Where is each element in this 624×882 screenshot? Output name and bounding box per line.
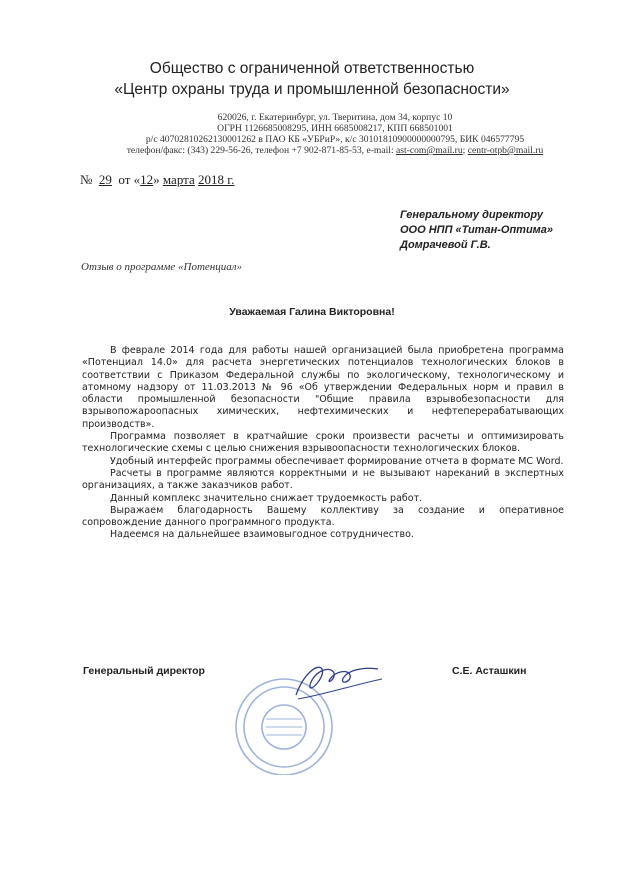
addressee-name: Домрачевой Г.В. (400, 239, 491, 251)
stamp-seal (236, 679, 332, 775)
company-stamp (226, 655, 386, 775)
organization-name-line1: Общество с ограниченной ответственностью (149, 60, 475, 77)
org-address: 620026, г. Екатеринбург, ул. Тверитина, дом 34, корпус 10 (217, 112, 453, 123)
org-contacts (100, 145, 570, 157)
date-day: 12 (140, 172, 154, 187)
org-registration-ids: ОГРН 1126685008295, ИНН 6685008217, КПП 668501001 (217, 123, 453, 134)
body-paragraph: Удобный интерфейс программы обеспечивает формирование отчета в формате МС Word. (110, 455, 564, 467)
organization-name-line2: «Центр охраны труда и промышленной безопасности» (114, 81, 510, 98)
signature-title: Генеральный директор (83, 665, 205, 677)
addressee-company: ООО НПП «Титан-Оптима» (400, 224, 554, 236)
body-paragraph: Программа позволяет в кратчайшие сроки произвести расчеты и оптимизировать технологические схемы с целью снижения взрывоопасности технологических блоков. (82, 431, 564, 455)
email-link-2[interactable]: centr-otpb@mail.ru (467, 145, 544, 156)
email-link-1[interactable]: ast-com@mail.ru (396, 145, 463, 156)
body-paragraph: Надеемся на дальнейшее взаимовыгодное сотрудничество. (110, 529, 414, 541)
org-bank-details: р/с 40702810262130001262 в ПАО КБ «УБРиР», к/с 30101810900000000795, БИК 046577795 (145, 134, 525, 145)
date-quote: » (153, 172, 160, 187)
number-label: № (80, 172, 93, 187)
date-from-label: от « (118, 172, 141, 187)
letter-subject: Отзыв о программе «Потенциал» (81, 261, 243, 273)
contacts-prefix: телефон/факс: (343) 229-56-26, телефон +7 902-871-85-53, e-mail: (126, 145, 394, 156)
document-number: 29 (98, 172, 112, 187)
email-separator: ; (462, 145, 466, 156)
date-year: 2018 г. (198, 172, 235, 187)
addressee-position: Генеральному директору (400, 209, 543, 221)
addressee-block (400, 208, 553, 253)
registration-line (80, 172, 234, 188)
handwritten-signature (296, 667, 378, 695)
body-paragraph: Данный комплекс значительно снижает трудоемкость работ. (110, 492, 423, 504)
date-month: марта (162, 172, 195, 187)
letter-body (82, 345, 564, 542)
salutation: Уважаемая Галина Викторовна! (229, 306, 395, 318)
body-paragraph: Расчеты в программе являются корректными и не вызывают нареканий в экспертных организациях, а также заказчиков работ. (82, 467, 564, 492)
body-paragraph: В феврале 2014 года для работы нашей организацией была приобретена программа «Потенциал 14.0» для расчета энергетических потенциалов технологических блоков в соответствии с Приказом Федеральной службы по экологическому, технологическому и атомному надзору от 11.03.2013 № 96 «Об утверждении Федеральных норм и правил в области промышленной безопасности "Общие правила взрывобезопасности для взрывопожароопасных химических, нефтехимических и нефтеперерабатывающих производств». (82, 345, 564, 430)
body-paragraph: Выражаем благодарность Вашему коллективу за создание и оперативное сопровождение данного программного продукта. (82, 504, 564, 529)
signature-name: С.Е. Асташкин (452, 665, 527, 677)
